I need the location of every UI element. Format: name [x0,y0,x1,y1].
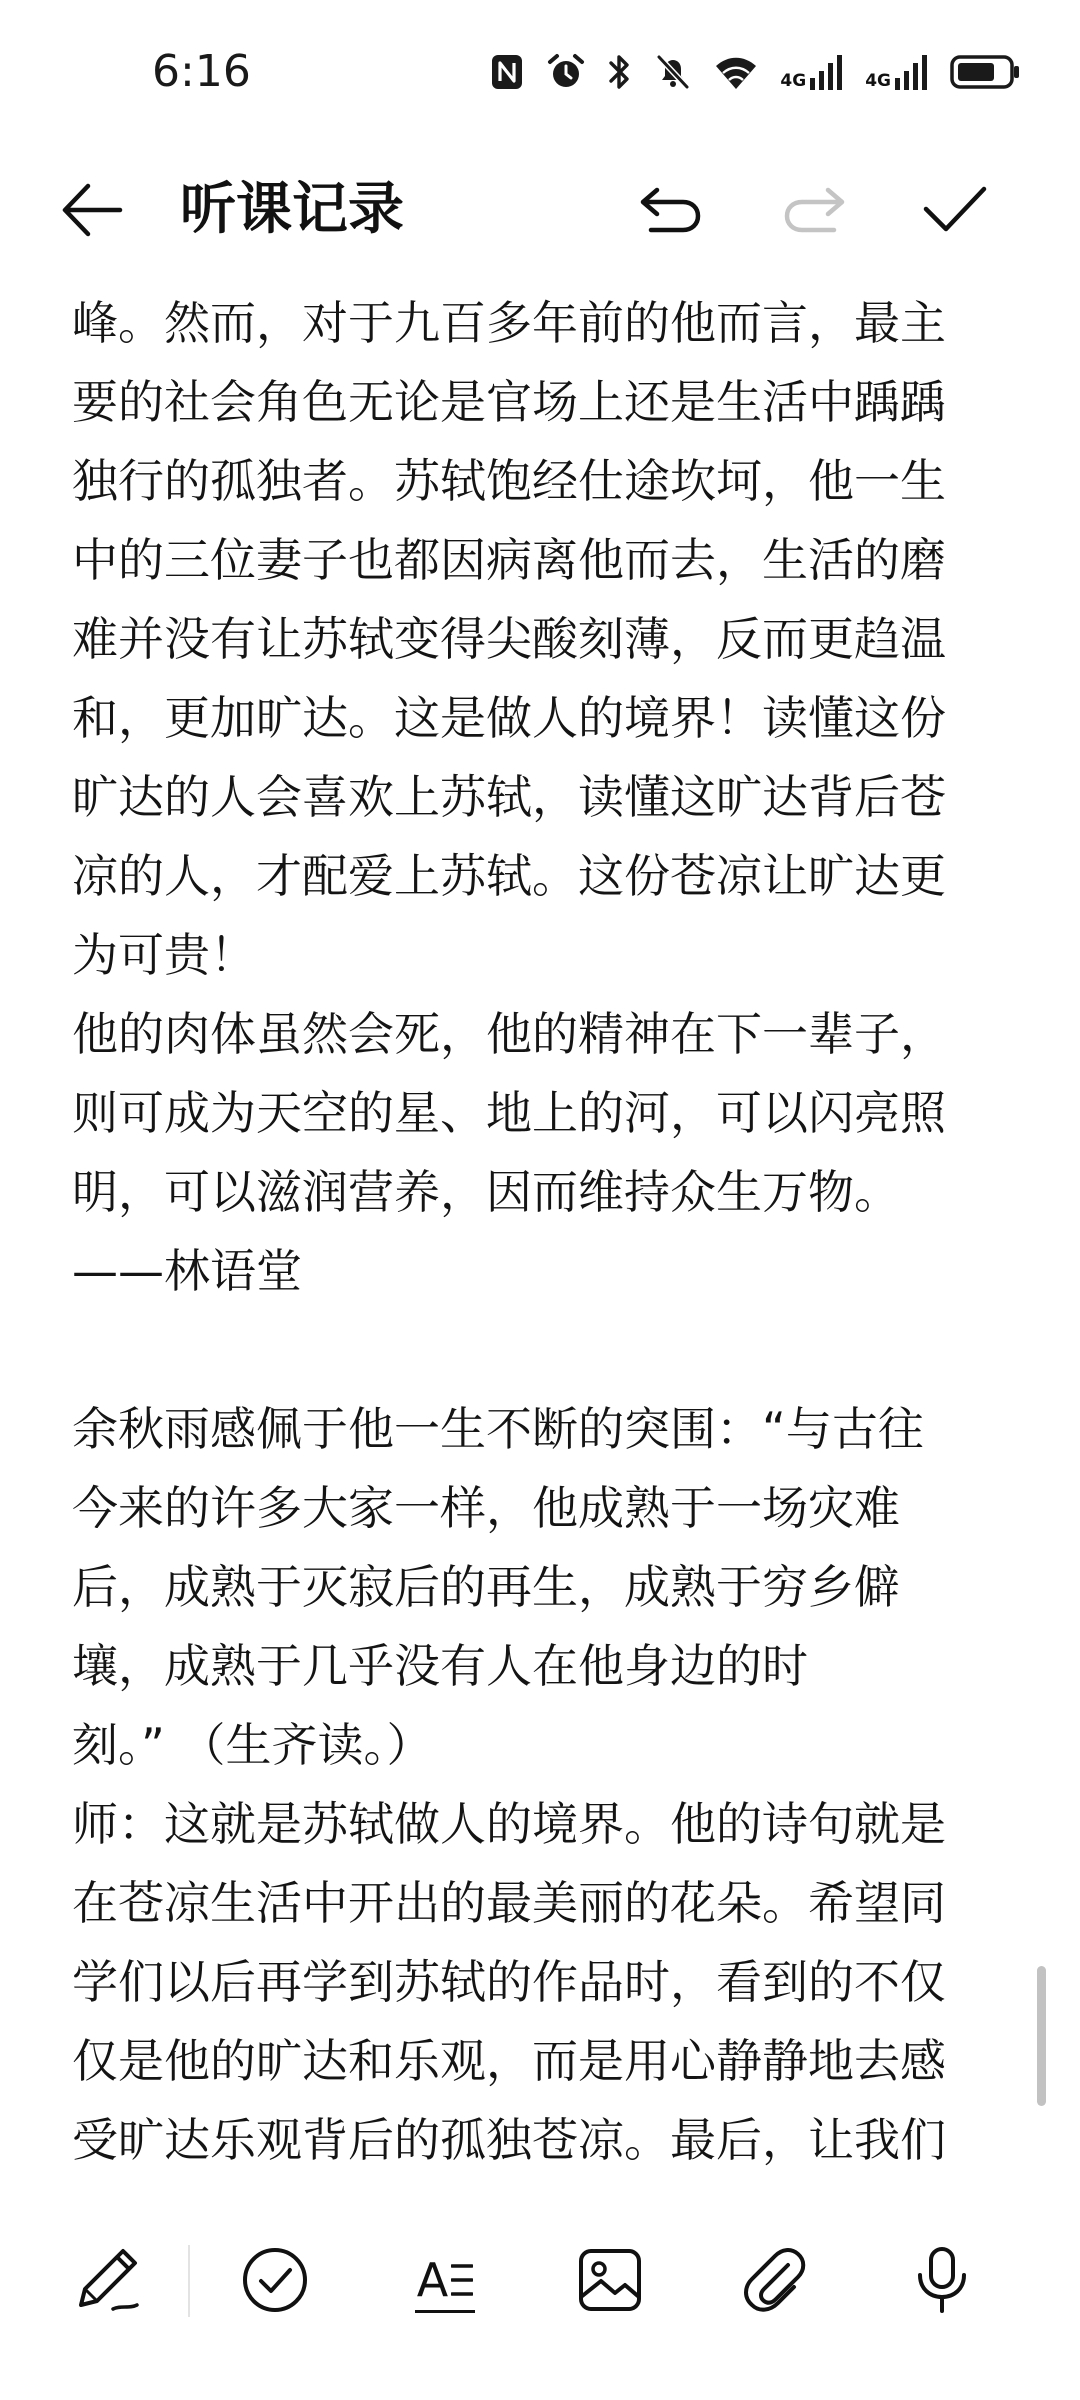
note-line: 和，更加旷达。这是做人的境界！读懂这份 [72,691,946,745]
attachment-icon [740,2245,810,2315]
network-type-label: 4G [780,71,807,91]
insert-image-button[interactable] [560,2230,660,2330]
bluetooth-icon [608,52,632,92]
app-toolbar [0,150,1080,270]
nfc-icon [490,53,524,91]
cellular-2 [865,54,928,90]
pen-icon [73,2245,143,2315]
note-line: 独行的孤独者。苏轼饱经仕途坎坷，他一生 [72,454,946,508]
note-line: 为可贵！ [72,928,256,982]
note-line: 在苍凉生活中开出的最美丽的花朵。希望同 [72,1876,946,1930]
note-line: 中的三位妻子也都因病离他而去，生活的磨 [72,533,946,587]
toolbar-divider [188,2245,190,2317]
note-line: 今来的许多大家一样，他成熟于一场灾难 [72,1481,900,1535]
check-icon [922,185,988,235]
status-time: 6:16 [152,46,251,97]
note-line: 仅是他的旷达和乐观，而是用心静静地去感 [72,2034,946,2088]
note-editor[interactable] [72,284,982,2184]
note-line: 明，可以滋润营养，因而维持众生万物。 [72,1165,900,1219]
checklist-button[interactable] [225,2230,325,2330]
attachment-button[interactable] [725,2230,825,2330]
text-style-button[interactable] [395,2230,495,2330]
text-style-underline [415,2310,475,2313]
note-line: 凉的人，才配爱上苏轼。这份苍凉让旷达更 [72,849,946,903]
signal-icon [894,54,928,90]
note-line: 师：这就是苏轼做人的境界。他的诗句就是 [72,1797,946,1851]
alarm-icon [546,52,586,92]
note-line: ——林语堂 [72,1244,302,1298]
microphone-icon [912,2245,972,2315]
page-title: 听课记录 [180,177,404,242]
note-line: 难并没有让苏轼变得尖酸刻薄，反而更趋温 [72,612,946,666]
signal-icon [809,54,843,90]
wifi-icon [714,53,758,91]
note-line-empty [72,1311,982,1390]
redo-button[interactable] [770,172,860,248]
voice-input-button[interactable] [892,2230,992,2330]
note-line: 壤，成熟于几乎没有人在他身边的时 [72,1639,808,1693]
note-line: 学们以后再学到苏轼的作品时，看到的不仅 [72,1955,946,2009]
cellular-1 [780,54,843,90]
note-line: 余秋雨感佩于他一生不断的突围：“与古往 [72,1402,924,1456]
text-lines-icon [451,2262,473,2298]
note-line: 受旷达乐观背后的孤独苍凉。最后，让我们 [72,2113,946,2167]
bottom-toolbar [0,2190,1080,2370]
undo-button[interactable] [625,172,715,248]
network-type-label: 4G [865,71,891,91]
back-arrow-icon [60,180,124,240]
note-line: 旷达的人会喜欢上苏轼，读懂这旷达背后苍 [72,770,946,824]
text-style-glyph: A [416,2253,449,2307]
battery-icon [950,53,1020,91]
status-bar [0,0,1080,140]
note-line: 则可成为天空的星、地上的河，可以闪亮照 [72,1086,946,1140]
note-line: 他的肉体虽然会死，他的精神在下一辈子， [72,1007,946,1061]
handwriting-button[interactable] [58,2230,158,2330]
undo-icon [637,186,703,234]
scrollbar-thumb[interactable] [1037,1966,1046,2106]
back-button[interactable] [60,172,150,248]
status-icons [490,48,1020,96]
image-icon [575,2245,645,2315]
checklist-icon [240,2245,310,2315]
done-button[interactable] [910,172,1000,248]
text-style-icon [416,2253,473,2307]
redo-icon [782,186,848,234]
note-line: 后，成熟于灭寂后的再生，成熟于穷乡僻 [72,1560,900,1614]
note-line: 刻。” （生齐读。） [72,1718,433,1772]
note-line: 峰。然而，对于九百多年前的他而言，最主 [72,296,946,350]
mute-icon [654,52,692,92]
note-line: 要的社会角色无论是官场上还是生活中踽踽 [72,375,946,429]
